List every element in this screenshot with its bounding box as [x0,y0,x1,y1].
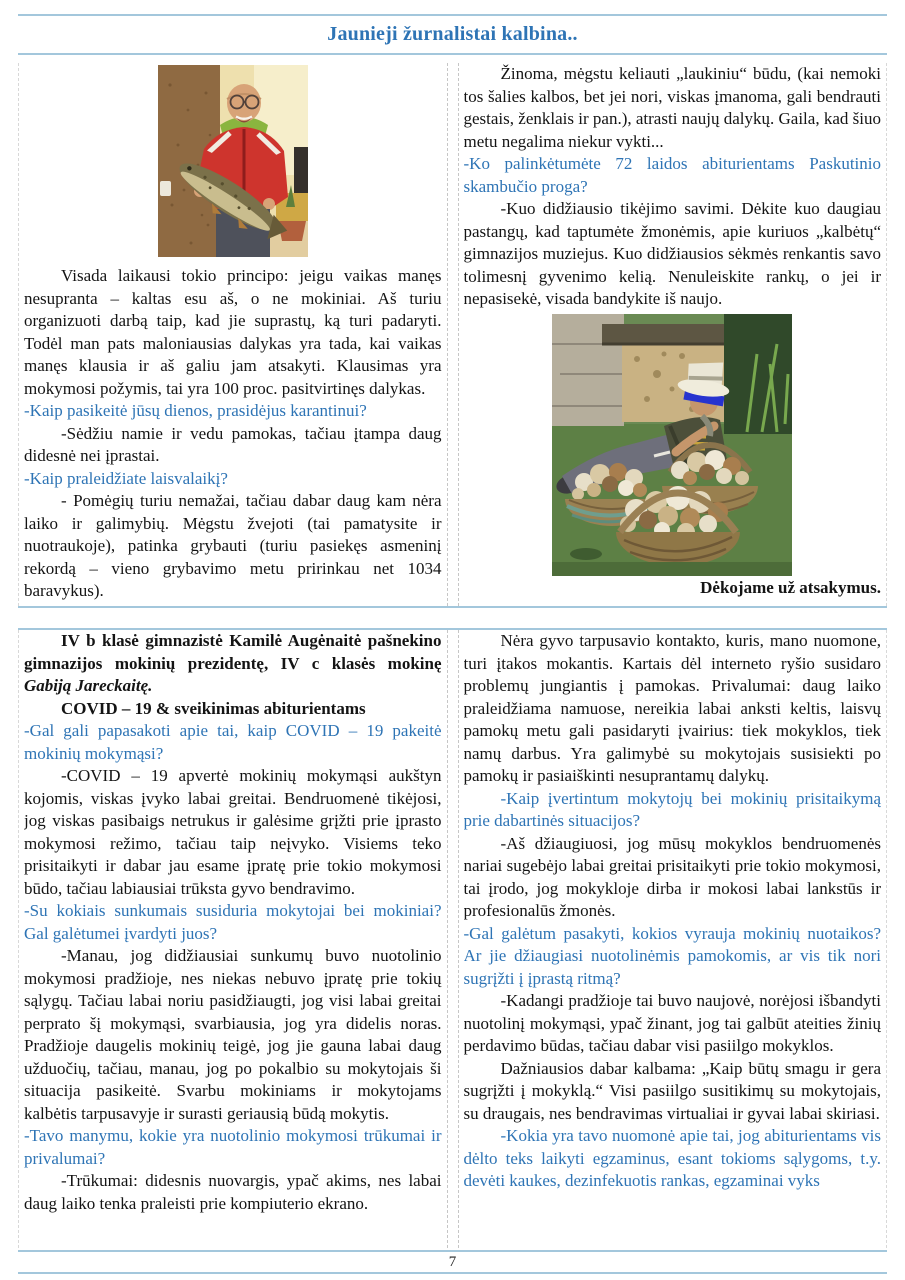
section1-right-column [464,63,882,606]
header-bottom-rule [18,53,887,55]
intro-text: IV b klasė gimnazistė Kamilė Augėnaitė pašnekino gimnazijos mokinių prezidentę, IV c klasės mokinę [24,631,442,673]
interview-question: -Tavo manymu, kokie yra nuotolinio mokymosi trūkumai ir privalumai? [24,1126,442,1168]
fisherman-photo [24,65,442,257]
interview-question: -Kokia yra tavo nuomonė apie tai, jog abiturientams vis dėlto teks laikyti egzaminus, esant tokioms sąlygoms, t.y. devėti kaukes, dezinfekuotis rankas, egzaminai vyks [463,1126,881,1190]
interview-answer: -Kuo didžiausio tikėjimo savimi. Dėkite kuo daugiau pastangų, kad taptumėte žmonėmis, apie kuriuos „kalbėtų“ gimnazijos muziejus. Kuo didžiausios sėkmės renkantis savo tolimesnį gyvenimo kelią. Nenuleiskite rankų, o jei ir nepasisekė, visada bandykite iš naujo. [463,199,881,308]
interview-answer: -Manau, jog didžiausiai sunkumų buvo nuotolinio mokymosi pradžioje, nes niekas nebuvo įpratę prie tokių sąlygų. Tačiau labai noriu pasidžiaugti, jog visi labai greitai perprato šį mokymąsi, svarbiausia, jog yra didelis noras. Pradžioje daugelis mokinių teigė, jog jie gauna labai daug užduočių, tačiau, manau, jog po pokalbio su mokytojais ši situacija pasikeitė. Svarbu mokiniams ir mokytojams kalbėtis tarpusavyje ir surasti geriausią būdą mokytis. [24,946,442,1123]
interview-question: -Ko palinkėtumėte 72 laidos abiturientams Paskutinio skambučio proga? [463,154,881,196]
interview-subtitle: COVID – 19 & sveikinimas abiturientams [61,698,366,718]
section-interview-teacher [18,63,887,606]
interview-question: -Gal galėtum pasakyti, kokios vyrauja mokinių nuotaikos? Ar jie džiaugiasi nuotolinėmis pamokomis, ar vis tik nori sugrįžti į įprastą ritmą? [463,923,881,988]
mushroom-picker-photo [464,314,882,576]
section-separator [18,606,887,630]
column-divider [447,63,459,606]
interview-question: -Gal gali papasakoti apie tai, kaip COVID – 19 pakeitė mokinių mokymąsi? [24,721,442,763]
page-footer [18,1250,887,1274]
interview-answer: -COVID – 19 apvertė mokinių mokymąsi aukštyn kojomis, viskas įvyko labai greitai. Bendruomenė tikėjosi, jog viskas pasibaigs netrukus ir galėsime grįžti prie įprasto mokymosi režimo, tačiau taip neįvyko. Visiems teko prisitaikyti ir dabar jau esame įpratę prie tokio mokymosi būdo, tačiau labiausiai trūksta gyvo bendravimo. [24,766,442,898]
interview-intro [24,630,442,698]
separator-rule-top [18,606,887,608]
interview-question: -Kaip pasikeitė jūsų dienos, prasidėjus karantinui? [24,401,367,420]
interview-answer: -Trūkumai: didesnis nuovargis, ypač akims, nes labai daug laiko tenka praleisti prie kompiuterio ekrano. [24,1171,442,1213]
man-with-mushroom-baskets-illustration [552,314,792,576]
page-number: 7 [448,1254,457,1270]
interview-question: -Kaip įvertintum mokytojų bei mokinių prisitaikymą prie dabartinės situacijos? [463,788,881,830]
interview-answer: -Kadangi pradžioje tai buvo naujovė, norėjosi išbandyti nuotolinį mokymąsi, ypač žinant, jog tai galbūt ateities žinių perdavimo būdas, tačiau dabar visi pasiilgo mokyklos. [463,991,881,1055]
interview-answer: -Sėdžiu namie ir vedu pamokas, tačiau įtampa daug didesnė nei įprastai. [24,423,442,465]
section-interview-president [18,630,887,1248]
section2-left-column [24,630,442,1248]
body-paragraph: Visada laikausi tokio principo: jeigu vaikas manęs nesupranta – kaltas esu aš, o ne mokiniai. Aš turiu organizuoti darbą taip, kad jie suprastų, ką turi padaryti. Todėl man pats maloniausias dalykas yra tada, kai vaikas manęs klausia ir aš galiu jam atsakyti. Klausimas yra mokymosi požymis, tai yra 100 proc. pasitvirtinęs dalykas. [24,266,442,398]
interviewee-name: Gabiją Jareckaitę. [24,676,153,695]
thanks-line: Dėkojame už atsakymus. [700,577,881,597]
interview-question: -Kaip praleidžiate laisvalaikį? [24,468,228,488]
column-divider [447,630,459,1248]
interview-answer: - Pomėgių turiu nemažai, tačiau dabar daug kam nėra laiko ir galimybių. Mėgstu žvejoti (tai pamatysite ir nuotraukoje), patinka grybauti (turiu pasiekęs asmeninį rekordą – vieno grybavimo metu pririnkau net 1034 baravykus). [24,491,442,600]
page-title: Jaunieji žurnalistai kalbina.. [327,23,578,45]
section2-right-column [464,630,882,1248]
footer-bottom-rule [18,1272,887,1274]
section1-left-column [24,63,442,606]
interview-answer: Žinoma, mėgstu keliauti „laukiniu“ būdu, (kai nemoki tos šalies kalbos, bet jei nori, viskas įmanoma, gali bendrauti gestais, ženklais ir pan.), atrasti naujų dalykų. Gaila, kad šiuo metu negalima niekur vykti... [463,64,881,151]
interview-answer: Dažniausios dabar kalbama: „Kaip būtų smagu ir gera sugrįžti į mokyklą.“ Visi pasiilgo susitikimų su mokytojais, su draugais, nes bendravimas virtualiai ir gyvai labai skiriasi. [463,1058,881,1123]
interview-question: -Su kokiais sunkumais susiduria mokytojai bei mokiniai? Gal galėtumei įvardyti juos? [24,901,442,943]
interview-answer: Nėra gyvo tarpusavio kontakto, kuris, mano nuomone, turi įtakos mokantis. Kartais dėl interneto ryšio susidaro problemų jungiantis į pamokas. Privalumai: daug laiko praleidžiama namuose, nereikia labai anksti keltis, laisvų pamokų metu gali pasidaryti įvairius: tiek mokyklos, tiek namų darbus. Yra galimybė su mokytojais susisiekti po pamokų ir pasiaiškinti nesuprantamų dalykų. [463,631,881,785]
man-with-pike-illustration [158,65,308,257]
interview-answer: -Aš džiaugiuosi, jog mūsų mokyklos bendruomenės nariai sugebėjo labai greitai prisitaikyti prie tokio mokymosi, tai įrodo, jog mokykloje dirba ir mokosi labai lankstūs ir profesionalūs žmonės. [463,833,881,920]
